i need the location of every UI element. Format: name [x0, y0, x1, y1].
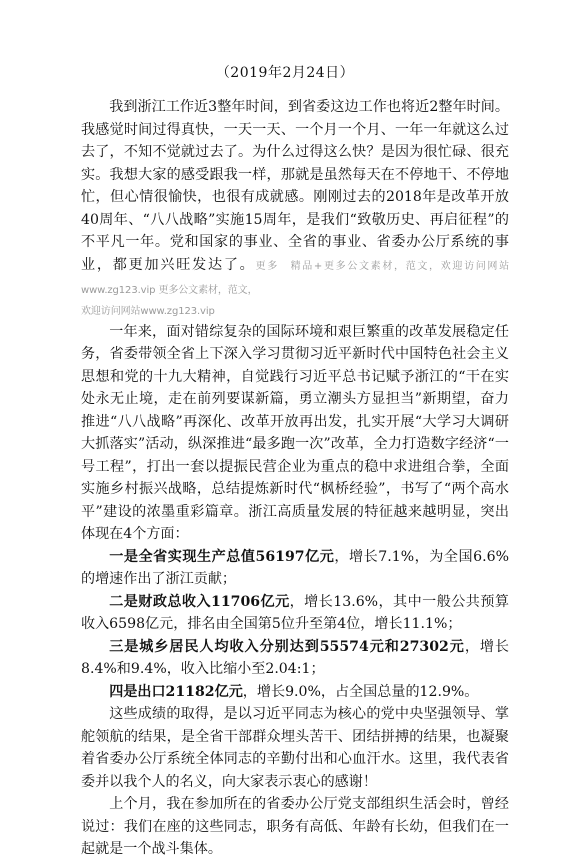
paragraph-intro-text: 我到浙江工作近3整年时间，到省委这边工作也将近2整年时间。我感觉时间过得真快，一天一天、一个月一个月、一年一年就这么过去了，不知不觉就过去了。为什么过得这么快？是因为很忙碌、很充实。我想大家的感受跟我一样，那就是虽然每天在不停地干、不停地忙，但心情很愉快，也很有成就感。刚刚过去的2018年是改革开放40周年、“八八战略”实施15周年，是我们“致敬历史、再启征程”的不平凡一年。党和国家的事业、全省的事业、省委办公厅系统的事业，都更加兴旺发达了。	[81, 99, 509, 273]
point-4-rest: ，增长9.0%，占全国总量的12.9%。	[242, 683, 479, 700]
point-3-bold: 三是城乡居民人均收入分别达到55574元和27302元	[109, 638, 465, 655]
paragraph-intro	[81, 96, 509, 321]
date-line: （2019年2月24日）	[215, 65, 355, 81]
paragraph-point-3	[81, 636, 509, 681]
paragraph-point-4	[81, 681, 509, 704]
paragraph-thanks: 这些成绩的取得，是以习近平同志为核心的党中央坚强领导、掌舵领航的结果，是全省干部群众埋头苦干、团结拼搏的结果，也凝聚着省委办公厅系统全体同志的辛勤付出和心血汗水。这里，我代表省委并以我个人的名义，向大家表示衷心的感谢！	[81, 706, 509, 790]
watermark-text: 更多 精品+更多公文素材，范文，欢迎访问网站www.zg123.vip 更多公文素材，范文，	[81, 260, 510, 296]
point-2-rest: ，增长13.6%，其中一般公共预算收入6598亿元，排名由全国第5位升至第4位，增长11.1%；	[81, 593, 509, 632]
point-1-rest: ，增长7.1%，为全国6.6%的增速作出了浙江贡献；	[81, 548, 509, 587]
point-1-bold: 一是全省实现生产总值56197亿元	[109, 548, 335, 565]
watermark-text-tail: 欢迎访问网站www.zg123.vip	[81, 305, 215, 317]
paragraph-point-2	[81, 591, 509, 636]
document-body	[81, 93, 509, 861]
paragraph-point-1	[81, 546, 509, 591]
point-3-rest: ，增长8.4%和9.4%，收入比缩小至2.04:1；	[81, 638, 509, 677]
point-4-bold: 四是出口21182亿元	[109, 683, 243, 700]
paragraph-review: 一年来，面对错综复杂的国际环境和艰巨繁重的改革发展稳定任务，省委带领全省上下深入学习贯彻习近平新时代中国特色社会主义思想和党的十九大精神，自觉践行习近平总书记赋予浙江的“干在实处永无止境，走在前列要谋新篇，勇立潮头方显担当”新期望，奋力推进“八八战略”再深化、改革开放再出发，扎实开展“大学习大调研大抓落实”活动，纵深推进“最多跑一次”改革，全力打造数字经济“一号工程”，打出一套以提振民营企业为重点的稳中求进组合拳，全面实施乡村振兴战略，总结提炼新时代“枫桥经验”，书写了“两个高水平”建设的浓墨重彩篇章。浙江高质量发展的特征越来越明显，突出体现在4个方面：	[81, 323, 509, 542]
paragraph-last-month: 上个月，我在参加所在的省委办公厅党支部组织生活会时，曾经说过：我们在座的这些同志，职务有高低、年龄有长幼，但我们在一起就是一个战斗集体。	[81, 796, 509, 857]
point-2-bold: 二是财政总收入11706亿元	[109, 593, 290, 610]
